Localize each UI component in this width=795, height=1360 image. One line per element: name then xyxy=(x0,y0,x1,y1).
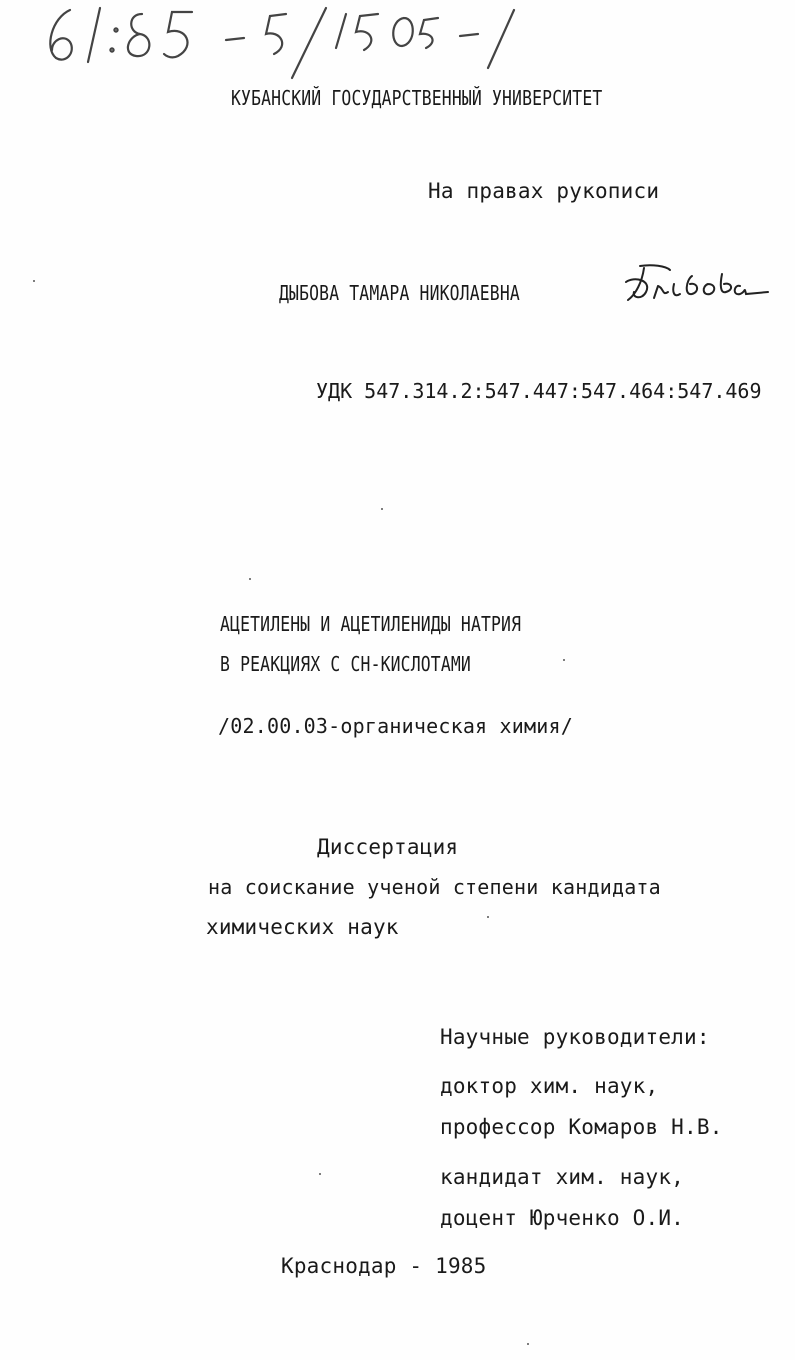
dissertation-title-line-1: АЦЕТИЛЕНЫ И АЦЕТИЛЕНИДЫ НАТРИЯ xyxy=(220,612,522,636)
supervisor-2-degree: кандидат хим. наук, xyxy=(440,1165,685,1189)
supervisor-1-degree: доктор хим. наук, xyxy=(440,1074,659,1098)
degree-line-3: химических наук xyxy=(206,915,399,939)
dissertation-title-line-2: В РЕАКЦИЯХ С СН-КИСЛОТАМИ xyxy=(220,652,471,676)
manuscript-rights-note: На правах рукописи xyxy=(428,179,660,203)
author-signature xyxy=(622,262,772,312)
specialty-code: /02.00.03-органическая химия/ xyxy=(218,714,573,738)
scan-speck xyxy=(527,1343,529,1345)
udc-code: УДК 547.314.2:547.447:547.464:547.469 xyxy=(316,379,762,403)
scan-speck xyxy=(381,508,383,510)
supervisors-heading: Научные руководители: xyxy=(440,1025,710,1049)
place-and-year: Краснодар - 1985 xyxy=(281,1254,487,1278)
author-name: ДЫБОВА ТАМАРА НИКОЛАЕВНА xyxy=(279,281,520,305)
degree-line-1: Диссертация xyxy=(317,835,459,859)
scan-speck xyxy=(319,1173,321,1175)
supervisor-1-name: профессор Комаров Н.В. xyxy=(440,1115,723,1139)
scan-speck xyxy=(249,578,251,580)
degree-line-2: на соискание ученой степени кандидата xyxy=(208,875,661,899)
university-name: КУБАНСКИЙ ГОСУДАРСТВЕННЫЙ УНИВЕРСИТЕТ xyxy=(231,86,603,110)
archive-mark-handwriting xyxy=(30,0,530,90)
supervisor-2-name: доцент Юрченко О.И. xyxy=(440,1206,685,1230)
scan-speck xyxy=(33,280,35,282)
scan-speck xyxy=(487,916,489,918)
scan-speck xyxy=(563,659,565,661)
